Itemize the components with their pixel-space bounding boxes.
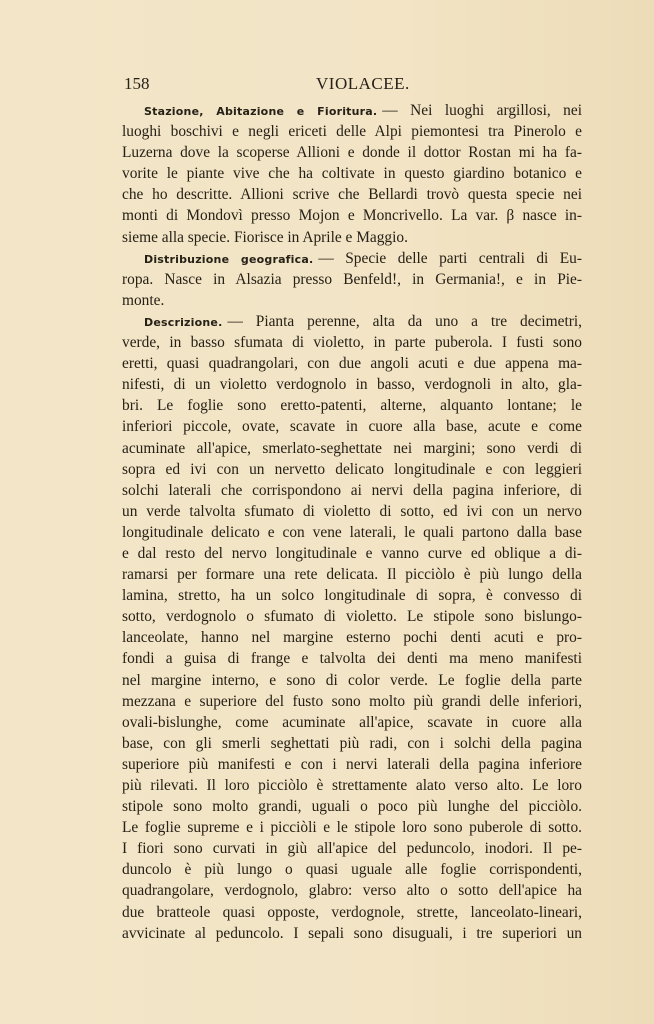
- text-line: ovali-bislunghe, come acuminate all'apice, scavate in cuore alla: [122, 713, 582, 731]
- text-line: base, con gli smerli seghettati più radi, con i solchi della pagina: [122, 734, 582, 752]
- text-line: sieme alla specie. Fiorisce in Aprile e Maggio.: [122, 228, 408, 246]
- text-line: quadrangolare, verdognolo, glabro: verso alto o sotto dell'apice ha: [122, 882, 582, 900]
- text-line: Le foglie supreme e i picciòli e le stipole loro sono puberole di sotto.: [122, 819, 582, 837]
- text-line: mezzana e superiore del fusto sono molto più grandi delle inferiori,: [122, 692, 582, 710]
- text-line: eretti, quasi quadrangolari, con due angoli acuti e due appena ma-: [122, 355, 582, 373]
- text-line: nel margine interno, e sono di color verde. Le foglie della parte: [122, 671, 582, 689]
- text-line: ramarsi per formare una rete delicata. Il picciòlo è più lungo della: [122, 566, 582, 584]
- text-line: ropa. Nasce in Alsazia presso Benfeld!, in Germania!, e in Pie-: [122, 270, 582, 288]
- text-line: lanceolate, hanno nel margine esterno pochi denti acuti e pro-: [122, 629, 582, 647]
- text-line: fondi a guisa di frange e talvolta dei denti ma meno manifesti: [122, 650, 582, 668]
- text-line: luoghi boschivi e negli ericeti delle Alpi piemontesi tra Pinerolo e: [122, 123, 582, 141]
- section-heading: Descrizione.: [144, 315, 223, 329]
- text-line: solchi laterali che corrispondono ai nervi della pagina inferiore, di: [122, 481, 582, 499]
- text-line: Descrizione. — Pianta perenne, alta da uno a tre decimetri,: [144, 312, 582, 330]
- text-line: vorite le piante vive che ha coltivate in questo giardino botanico e: [122, 165, 582, 183]
- text-line: stipole sono molto grandi, uguali o poco più lunghe del picciòlo.: [122, 798, 582, 816]
- text-line: e dal resto del nervo longitudinale e vanno curve ed oblique a di-: [122, 544, 582, 562]
- text-line: più rilevati. Il loro picciòlo è strettamente alato verso alto. Le loro: [122, 777, 582, 794]
- text-line: sotto, verdognolo o sfumato di violetto. Le stipole sono bislungo-: [122, 608, 582, 626]
- text-line: acuminate all'apice, smerlato-seghettate nei margini; sono verdi di: [122, 439, 582, 457]
- text-line: superiore più manifesti e con i nervi laterali della pagina inferiore: [122, 755, 582, 773]
- text-line: che ho descritte. Allioni scrive che Bellardi trovò questa specie nei: [122, 186, 582, 204]
- section-heading: Stazione, Abitazione e Fioritura.: [144, 105, 378, 118]
- text-line: monte.: [122, 291, 165, 309]
- text-line: Distribuzione geografica. — Specie delle parti centrali di Eu-: [144, 249, 582, 267]
- text-line: verde, in basso sfumata di violetto, in parte puberola. I fusti sono: [122, 334, 582, 352]
- text-line: nifesti, di un violetto verdognolo in basso, verdognoli in alto, gla-: [122, 376, 582, 394]
- text-line: sopra ed ivi con un nervetto delicato longitudinale e con leggieri: [122, 460, 582, 478]
- page-header: [124, 74, 580, 98]
- text-line: monti di Mondovì presso Mojon e Moncrivello. La var. β nasce in-: [122, 207, 582, 225]
- text-line: lamina, stretto, ha un solco longitudinale di sopra, è convesso di: [122, 587, 582, 605]
- text-line: I fiori sono curvati in giù all'apice del peduncolo, inodori. Il pe-: [122, 840, 582, 858]
- text-line: Stazione, Abitazione e Fioritura. — Nei luoghi argillosi, nei: [144, 102, 582, 119]
- text-line: [122, 944, 582, 965]
- page-number: 158: [124, 74, 150, 93]
- text-line: bri. Le foglie sono eretto-patenti, alterne, alquanto lontane; le: [122, 397, 582, 415]
- text-line: un verde talvolta sfumato di violetto di sotto, ed ivi con un nervo: [122, 502, 582, 520]
- running-title: VIOLACEE.: [316, 74, 410, 93]
- text-line: Luzerna dove la scoperse Allioni e donde il dottor Rostan mi ha fa-: [122, 144, 582, 162]
- text-line: inferiori piccole, ovate, scavate in cuore alla base, acute e come: [122, 418, 582, 436]
- section-heading: Distribuzione geografica.: [144, 252, 314, 266]
- text-line: longitudinale delicato e con vene laterali, le quali partono dalla base: [122, 523, 582, 541]
- body-text: [122, 100, 582, 965]
- text-line: avvicinate al peduncolo. I sepali sono disuguali, i tre superiori un: [122, 924, 582, 942]
- text-line: due bratteole quasi opposte, verdognole, strette, lanceolato-lineari,: [122, 903, 582, 921]
- text-line: duncolo è più lungo o quasi uguale alle foglie corrispondenti,: [122, 861, 582, 879]
